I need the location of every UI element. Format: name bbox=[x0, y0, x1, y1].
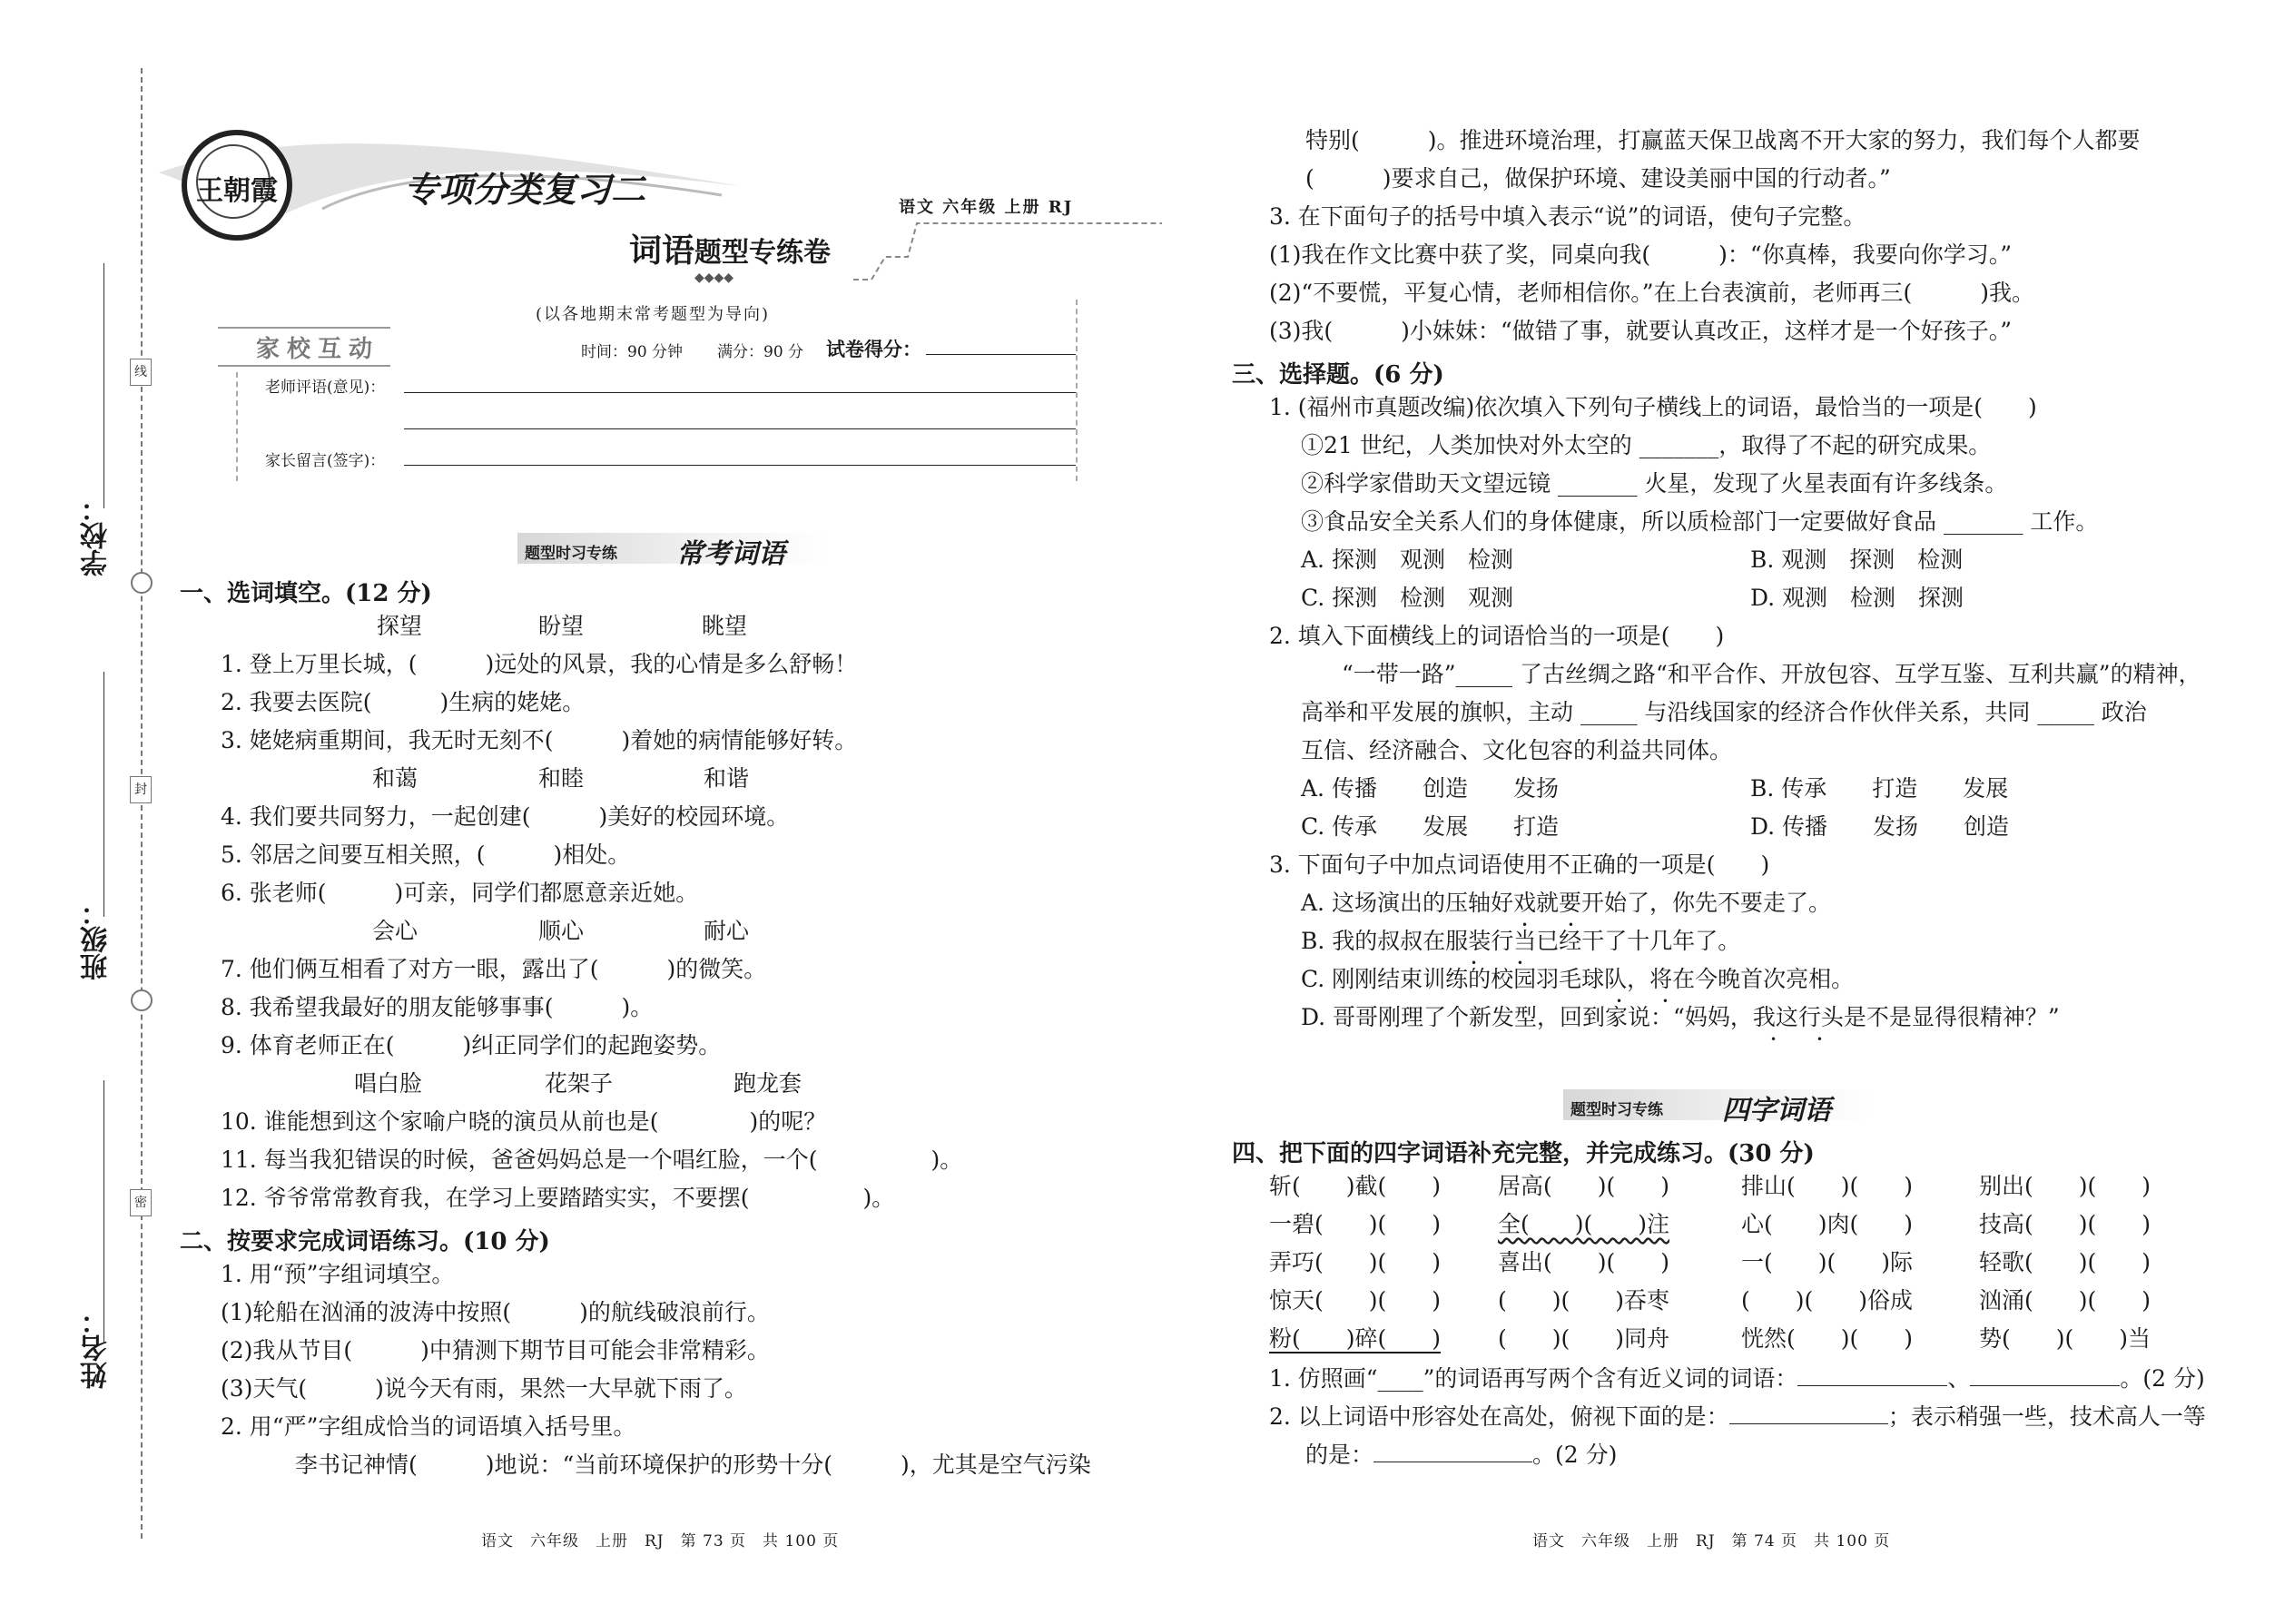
question-item: 5. 邻居之间要互相关照，( )相处。 bbox=[221, 842, 631, 868]
home-school-box bbox=[218, 327, 390, 367]
banner-tag: 题型时习专练 bbox=[1570, 1101, 1663, 1119]
emphasis-dots: • • bbox=[1471, 957, 1541, 969]
seal-mark: 线 bbox=[130, 359, 152, 386]
question-item: ①21 世纪，人类加快对外太空的 _______，取得了不起的研究成果。 bbox=[1301, 432, 1992, 458]
word-option: 和蔼 bbox=[372, 765, 418, 792]
question-item: 2. 用“严”字组成恰当的词语填入括号里。 bbox=[221, 1413, 636, 1440]
teacher-comment-line[interactable] bbox=[404, 428, 1076, 429]
question-item: 高举和平发展的旗帜，主动 _____ 与沿线国家的经济合作伙伴关系，共同 _____ 政治 bbox=[1301, 699, 2147, 725]
answer-line[interactable] bbox=[1729, 1402, 1888, 1424]
idiom-blank: 一( )( )际 bbox=[1741, 1249, 1914, 1275]
idiom-blank: ( )( )吞枣 bbox=[1498, 1287, 1670, 1314]
parent-comment-line[interactable] bbox=[404, 465, 1076, 466]
section-banner bbox=[1563, 1089, 1872, 1127]
name-label: 姓名： bbox=[81, 1307, 113, 1389]
idiom-blank: 技高( )( ) bbox=[1979, 1211, 2151, 1237]
q4-part1-sep: 、 bbox=[1947, 1365, 1971, 1392]
series-title: 专项分类复习二 bbox=[404, 169, 646, 210]
word-option: 顺心 bbox=[538, 918, 585, 944]
idiom-blank: 排山( )( ) bbox=[1741, 1173, 1914, 1199]
idiom-blank-underlined: 粉( )碎( ) bbox=[1269, 1325, 1442, 1352]
idiom-blank: 轻歌( )( ) bbox=[1979, 1249, 2151, 1275]
answer-option: B. 观测 探测 检测 bbox=[1750, 546, 1964, 573]
brand-logo bbox=[182, 130, 292, 241]
question-item: 4. 我们要共同努力，一起创建( )美好的校园环境。 bbox=[221, 803, 790, 830]
answer-option: C. 刚刚结束训练的校园羽毛球队，将在今晚首次亮相。 bbox=[1301, 966, 1855, 992]
home-school-label: 家校互动 bbox=[256, 336, 380, 363]
q4-part2-cont bbox=[1305, 1440, 1617, 1469]
question-item: “一带一路”_____ 了古丝绸之路“和平合作、开放包容、互学互鉴、互利共赢”的精神， bbox=[1342, 661, 2201, 687]
answer-option: A. 探测 观测 检测 bbox=[1301, 546, 1513, 573]
parent-comment-label: 家长留言(签字)： bbox=[265, 452, 386, 470]
question-item: 6. 张老师( )可亲，同学们都愿意亲近她。 bbox=[221, 880, 699, 906]
main-title-b: 题型专练卷 bbox=[694, 237, 832, 269]
question-item: 12. 爷爷常常教育我，在学习上要踏踏实实，不要摆( )。 bbox=[221, 1185, 895, 1211]
question-item: 李书记神情( )地说：“当前环境保护的形势十分( )，尤其是空气污染 bbox=[295, 1452, 1091, 1478]
idiom-blank: 斩( )截( ) bbox=[1269, 1173, 1442, 1199]
exam-full-score: 满分：90 分 bbox=[717, 343, 804, 361]
score-field[interactable] bbox=[926, 354, 1076, 355]
question-item: 11. 每当我犯错误的时候，爸爸妈妈总是一个唱红脸，一个( )。 bbox=[221, 1147, 963, 1173]
score-label: 试卷得分： bbox=[826, 338, 921, 360]
word-option: 会心 bbox=[372, 918, 418, 944]
q4-part2-end: 。(2 分) bbox=[1532, 1442, 1618, 1468]
name-write-line bbox=[103, 1080, 104, 1343]
idiom-blank: ( )( )同舟 bbox=[1498, 1325, 1670, 1352]
question-item: 1. 用“预”字组词填空。 bbox=[221, 1261, 455, 1287]
question-item: 8. 我希望我最好的朋友能够事事( )。 bbox=[221, 994, 654, 1020]
answer-line[interactable] bbox=[1970, 1363, 2120, 1386]
question-item: (1)轮船在汹涌的波涛中按照( )的航线破浪前行。 bbox=[221, 1299, 770, 1325]
question-item: 10. 谁能想到这个家喻户晓的演员从前也是( )的呢？ bbox=[221, 1108, 827, 1135]
exam-guide: (以各地期末常考题型为导向) bbox=[536, 305, 771, 324]
idiom-blank: 势( )( )当 bbox=[1979, 1325, 2151, 1352]
school-label: 学校： bbox=[81, 495, 113, 576]
word-option: 探望 bbox=[377, 613, 423, 639]
question-item: (2)“不要慌，平复心情，老师相信你。”在上台表演前，老师再三( )我。 bbox=[1269, 280, 2034, 306]
page-footer-right: 语文 六年级 上册 RJ 第 74 页 共 100 页 bbox=[1532, 1532, 1891, 1550]
question-item: ②科学家借助天文望远镜 _______ 火星，发现了火星表面有许多线条。 bbox=[1301, 470, 2008, 497]
idiom-blank: 弄巧( )( ) bbox=[1269, 1249, 1442, 1275]
answer-option: B. 传承 打造 发展 bbox=[1750, 775, 2009, 802]
answer-option: D. 传播 发扬 创造 bbox=[1750, 813, 2010, 840]
word-option: 唱白脸 bbox=[354, 1070, 423, 1097]
question-item: 3. 在下面句子的括号中填入表示“说”的词语，使句子完整。 bbox=[1269, 203, 1866, 230]
seal-mark: 密 bbox=[130, 1189, 152, 1216]
q1-title: 一、选词填空。(12 分) bbox=[180, 580, 432, 607]
banner-title: 四字词语 bbox=[1722, 1095, 1831, 1127]
word-option: 耐心 bbox=[704, 918, 750, 944]
emphasis-dots: • • bbox=[1521, 919, 1592, 931]
q4-part2-text: 2. 以上词语中形容处在高处，俯视下面的是： bbox=[1269, 1403, 1729, 1430]
idiom-blank: 一碧( )( ) bbox=[1269, 1211, 1442, 1237]
word-option: 盼望 bbox=[538, 613, 585, 639]
answer-option: A. 传播 创造 发扬 bbox=[1301, 775, 1559, 802]
teacher-comment-line[interactable] bbox=[404, 392, 1076, 393]
section-banner bbox=[517, 533, 826, 570]
question-item: (2)我从节目( )中猜测下期节目可能会非常精彩。 bbox=[221, 1337, 770, 1363]
main-title-a: 词语 bbox=[629, 231, 695, 270]
question-item: 2. 我要去医院( )生病的姥姥。 bbox=[221, 689, 586, 715]
q4-part1-end: 。(2 分) bbox=[2120, 1365, 2205, 1392]
q4-part2-text3: 的是： bbox=[1305, 1442, 1374, 1468]
answer-option: D. 观测 检测 探测 bbox=[1750, 585, 1964, 611]
word-option: 和睦 bbox=[538, 765, 585, 792]
idiom-blank: ( )( )俗成 bbox=[1741, 1287, 1914, 1314]
header-side-line bbox=[1076, 300, 1078, 481]
class-label: 班级： bbox=[81, 899, 113, 980]
q4-title: 四、把下面的四字词语补充完整，并完成练习。(30 分) bbox=[1232, 1140, 1815, 1167]
binding-hole bbox=[131, 989, 153, 1011]
seal-mark: 封 bbox=[130, 776, 152, 803]
question-item: (3)我( )小妹妹：“做错了事，就要认真改正，这样才是一个好孩子。” bbox=[1269, 318, 2012, 344]
answer-option: C. 传承 发展 打造 bbox=[1301, 813, 1560, 840]
question-item: 3. 下面句子中加点词语使用不正确的一项是( ) bbox=[1269, 851, 1770, 878]
answer-option: B. 我的叔叔在服装行当已经干了十几年了。 bbox=[1301, 928, 1741, 954]
answer-option: C. 探测 检测 观测 bbox=[1301, 585, 1514, 611]
q3-title: 三、选择题。(6 分) bbox=[1232, 361, 1444, 389]
question-item: (3)天气( )说今天有雨，果然一大早就下雨了。 bbox=[221, 1375, 747, 1402]
q2-title: 二、按要求完成词语练习。(10 分) bbox=[180, 1228, 550, 1255]
idiom-blank: 喜出( )( ) bbox=[1498, 1249, 1670, 1275]
banner-title: 常考词语 bbox=[676, 538, 785, 570]
question-item: ( )要求自己，做保护环境、建设美丽中国的行动者。” bbox=[1305, 165, 1891, 192]
question-item: 1. (福州市真题改编)依次填入下列句子横线上的词语，最恰当的一项是( ) bbox=[1269, 394, 2037, 420]
idiom-blank: 别出( )( ) bbox=[1979, 1173, 2151, 1199]
q4-part2 bbox=[1269, 1402, 2206, 1431]
emphasis-dots: • • bbox=[1770, 1033, 1841, 1046]
banner-tag: 题型时习专练 bbox=[525, 545, 617, 563]
class-write-line bbox=[103, 672, 104, 917]
emphasis-dots: • • bbox=[1616, 995, 1687, 1008]
teacher-comment-label: 老师评语(意见)： bbox=[265, 379, 386, 397]
page-footer-left: 语文 六年级 上册 RJ 第 73 页 共 100 页 bbox=[481, 1532, 840, 1550]
idiom-blank: 居高( )( ) bbox=[1498, 1173, 1670, 1199]
question-item: 互信、经济融合、文化包容的利益共同体。 bbox=[1301, 737, 1733, 763]
q4-part2-text2: ；表示稍强一些，技术高人一等 bbox=[1887, 1403, 2206, 1430]
word-option: 眺望 bbox=[702, 613, 748, 639]
question-item: 9. 体育老师正在( )纠正同学们的起跑姿势。 bbox=[221, 1032, 722, 1058]
idiom-blank: 惊天( )( ) bbox=[1269, 1287, 1442, 1314]
question-item: 2. 填入下面横线上的词语恰当的一项是( ) bbox=[1269, 623, 1725, 649]
q4-part1-text: 1. 仿照画“____”的词语再写两个含有近义词的词语： bbox=[1269, 1365, 1798, 1392]
word-option: 和谐 bbox=[704, 765, 750, 792]
main-title bbox=[629, 225, 831, 271]
question-item: 3. 姥姥病重期间，我无时无刻不( )着她的病情能够好转。 bbox=[221, 727, 858, 753]
question-item: 1. 登上万里长城，( )远处的风景，我的心情是多么舒畅！ bbox=[221, 651, 858, 677]
answer-line[interactable] bbox=[1373, 1440, 1532, 1462]
question-item: 特别( )。推进环境治理，打赢蓝天保卫战离不开大家的努力，我们每个人都要 bbox=[1305, 127, 2141, 153]
binding-dashed-line bbox=[141, 68, 143, 1539]
word-option: 花架子 bbox=[545, 1070, 614, 1097]
logo-text: 王朝霞 bbox=[196, 175, 278, 207]
question-item: ③食品安全关系人们的身体健康，所以质检部门一定要做好食品 _______ 工作。 bbox=[1301, 508, 2099, 535]
answer-option: A. 这场演出的压轴好戏就要开始了，你先不要走了。 bbox=[1301, 890, 1831, 916]
answer-option: D. 哥哥刚理了个新发型，回到家说：“妈妈，我这行头是不是显得很精神？” bbox=[1301, 1004, 2060, 1030]
word-option: 跑龙套 bbox=[733, 1070, 802, 1097]
binding-hole bbox=[131, 572, 153, 594]
idiom-blank: 恍然( )( ) bbox=[1741, 1325, 1914, 1352]
idiom-blank: 心( )肉( ) bbox=[1741, 1211, 1914, 1237]
subject-tag: 语文 六年级 上册 RJ bbox=[899, 198, 1074, 217]
idiom-blank-underlined: 全( )( )注 bbox=[1498, 1211, 1670, 1237]
question-item: (1)我在作文比赛中获了奖，同桌向我( )：“你真棒，我要向你学习。” bbox=[1269, 241, 2012, 268]
school-write-line bbox=[103, 263, 104, 508]
q4-part1 bbox=[1269, 1363, 2205, 1393]
exam-time: 时间：90 分钟 bbox=[581, 343, 684, 361]
title-ornament: ◆◆◆◆ bbox=[694, 271, 734, 285]
answer-line[interactable] bbox=[1797, 1363, 1947, 1386]
idiom-blank: 汹涌( )( ) bbox=[1979, 1287, 2151, 1314]
header-side-line bbox=[236, 372, 238, 481]
title-frame-lines bbox=[853, 216, 1162, 298]
question-item: 7. 他们俩互相看了对方一眼，露出了( )的微笑。 bbox=[221, 956, 767, 982]
